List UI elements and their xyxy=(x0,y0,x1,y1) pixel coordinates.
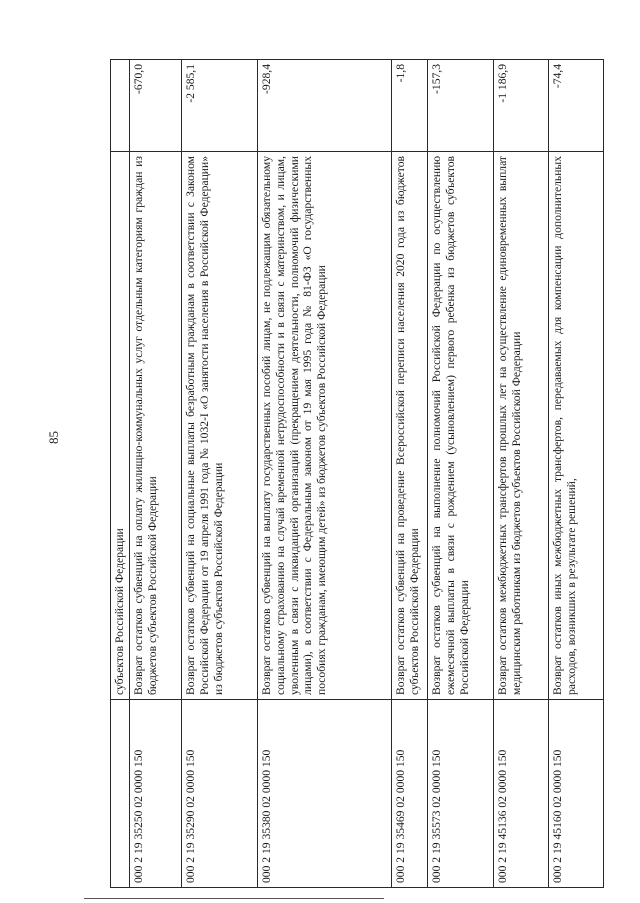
budget-description: Возврат остатков субвенций на проведение Всероссийской переписи населения 2020 года из бюджетов субъектов Российской Федерации xyxy=(392,152,428,700)
budget-code: 000 2 19 45136 02 0000 150 xyxy=(494,700,549,888)
bottom-rule xyxy=(84,898,384,899)
budget-description: Возврат остатков субвенций на выплату государственных пособий лицам, не подлежащим обязательному социальному страхованию на случай временной нетрудоспособности и в связи с материнством, и лицам, уволенным в связи с ликвидацией организаций (прекращением деятельности, полномочий физическими лицами), в соответствии с Федеральным законом от 19 мая 1995 года № 81-ФЗ «О государственных пособиях гражданам, имеющим детей» из бюджетов субъектов Российской Федерации xyxy=(258,152,392,700)
budget-description: субъектов Российской Федерации xyxy=(111,152,130,700)
table-row xyxy=(494,60,549,888)
page-number: 85 xyxy=(46,431,61,444)
budget-code: 000 2 19 35290 02 0000 150 xyxy=(182,700,258,888)
budget-code: 000 2 19 35380 02 0000 150 xyxy=(258,700,392,888)
budget-amount xyxy=(111,60,130,152)
budget-amount: -670,0 xyxy=(130,60,182,152)
budget-code: 000 2 19 45160 02 0000 150 xyxy=(549,700,604,888)
budget-amount: -74,4 xyxy=(549,60,604,152)
budget-amount: -157,3 xyxy=(428,60,494,152)
budget-code xyxy=(111,700,130,888)
budget-description: Возврат остатков иных межбюджетных трансфертов, передаваемых для компенсации дополнительных расходов, возникших в результате решений, xyxy=(549,152,604,700)
table-row xyxy=(392,60,428,888)
budget-amount: -1 186,9 xyxy=(494,60,549,152)
budget-description: Возврат остатков субвенций на социальные выплаты безработным гражданам в соответствии с Законом Российской Федерации от 19 апреля 1991 года № 1032-I «О занятости населения в Российской Федерации» из бюджетов субъектов Российской Федерации xyxy=(182,152,258,700)
table-row xyxy=(182,60,258,888)
budget-description: Возврат остатков межбюджетных трансфертов прошлых лет на осуществление единовременных выплат медицинским работникам из бюджетов субъектов Российской Федерации xyxy=(494,152,549,700)
budget-code: 000 2 19 35573 02 0000 150 xyxy=(428,700,494,888)
budget-amount: -2 585,1 xyxy=(182,60,258,152)
budget-description: Возврат остатков субвенций на выполнение полномочий Российской Федерации по осуществлению ежемесячной выплаты в связи с рождением (усыновлением) первого ребенка из бюджетов субъектов Российской Федерации xyxy=(428,152,494,700)
budget-description: Возврат остатков субвенций на оплату жилищно-коммунальных услуг отдельным категориям граждан из бюджетов субъектов Российской Федерации xyxy=(130,152,182,700)
table-row xyxy=(111,60,130,888)
rotated-page-content xyxy=(110,60,604,888)
table-row xyxy=(130,60,182,888)
budget-amount: -1,8 xyxy=(392,60,428,152)
table-row xyxy=(428,60,494,888)
budget-amount: -928,4 xyxy=(258,60,392,152)
table-row xyxy=(549,60,604,888)
table-row xyxy=(258,60,392,888)
budget-code: 000 2 19 35469 02 0000 150 xyxy=(392,700,428,888)
budget-code: 000 2 19 35250 02 0000 150 xyxy=(130,700,182,888)
budget-table xyxy=(110,59,604,888)
